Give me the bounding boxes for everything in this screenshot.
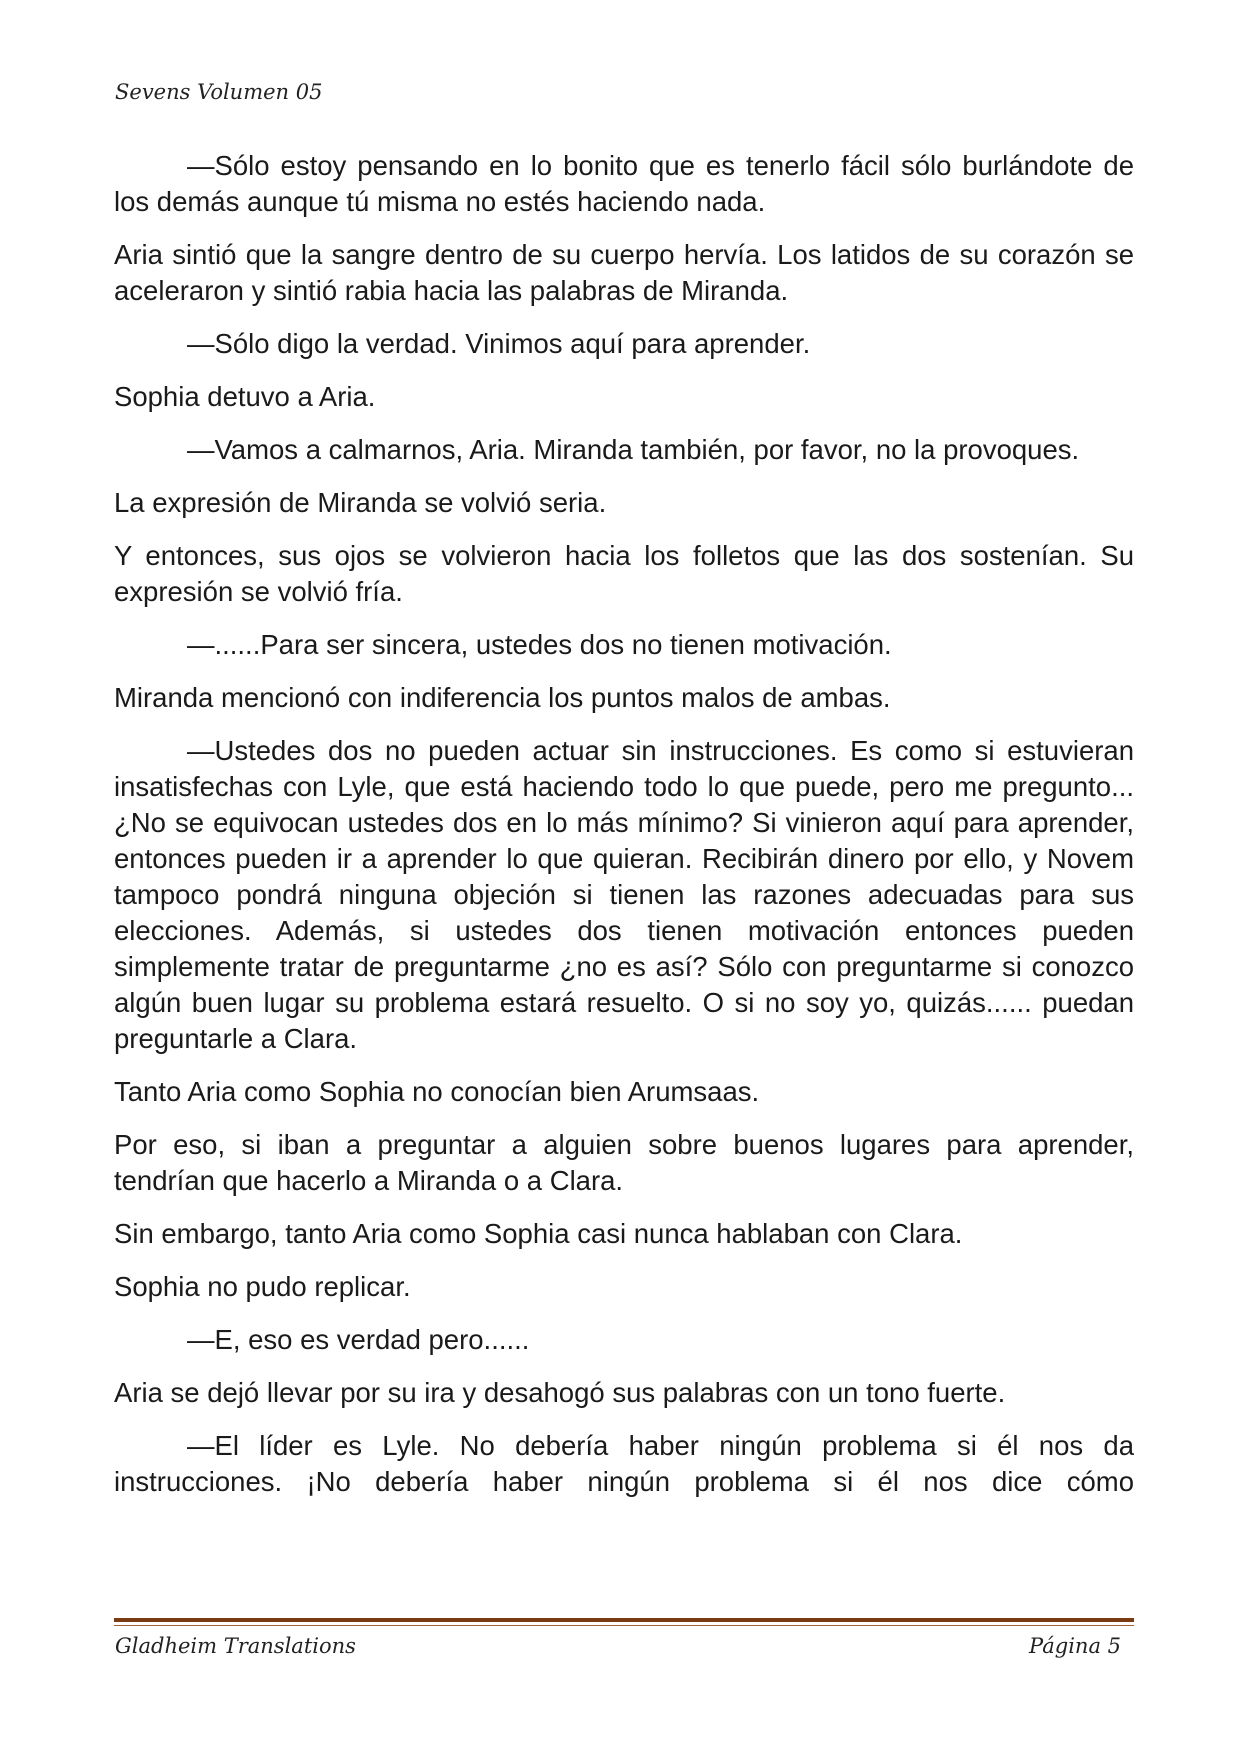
narration-paragraph: Sin embargo, tanto Aria como Sophia casi nunca hablaban con Clara. — [114, 1218, 963, 1249]
narration-paragraph: Sophia detuvo a Aria. — [114, 381, 376, 412]
narration-paragraph: Aria se dejó llevar por su ira y desahogó sus palabras con un tono fuerte. — [114, 1377, 1006, 1408]
footer-publisher: Gladheim Translations — [115, 1634, 356, 1658]
narration-paragraph: Por eso, si iban a preguntar a alguien sobre buenos lugares para aprender, tendrían que hacerlo a Miranda o a Clara. — [114, 1129, 1134, 1196]
narration-paragraph: Y entonces, sus ojos se volvieron hacia los folletos que las dos sostenían. Su expresión se volvió fría. — [114, 540, 1134, 607]
page-header-title: Sevens Volumen 05 — [115, 80, 323, 104]
dialogue-paragraph: —Vamos a calmarnos, Aria. Miranda también, por favor, no la provoques. — [187, 434, 1080, 465]
dialogue-paragraph: —Sólo digo la verdad. Vinimos aquí para aprender. — [187, 328, 811, 359]
footer-divider-thin — [114, 1625, 1134, 1626]
footer-page-number: Página 5 — [1029, 1634, 1121, 1658]
dialogue-paragraph: —......Para ser sincera, ustedes dos no tienen motivación. — [187, 629, 892, 660]
narration-paragraph: Tanto Aria como Sophia no conocían bien Arumsaas. — [114, 1076, 760, 1107]
narration-paragraph: La expresión de Miranda se volvió seria. — [114, 487, 607, 518]
body-text — [114, 148, 1134, 1517]
narration-paragraph: Aria sintió que la sangre dentro de su cuerpo hervía. Los latidos de su corazón se aceleraron y sintió rabia hacia las palabras de Miranda. — [114, 239, 1134, 306]
dialogue-paragraph: —El líder es Lyle. No debería haber ningún problema si él nos da instrucciones. ¡No debería haber ningún problema si él nos dice cómo — [114, 1430, 1134, 1497]
dialogue-paragraph: —E, eso es verdad pero...... — [187, 1324, 530, 1355]
footer-divider — [114, 1618, 1134, 1622]
dialogue-paragraph: —Sólo estoy pensando en lo bonito que es tenerlo fácil sólo burlándote de los demás aunque tú misma no estés haciendo nada. — [114, 150, 1134, 217]
narration-paragraph: Miranda mencionó con indiferencia los puntos malos de ambas. — [114, 682, 891, 713]
narration-paragraph: Sophia no pudo replicar. — [114, 1271, 411, 1302]
dialogue-paragraph: —Ustedes dos no pueden actuar sin instrucciones. Es como si estuvieran insatisfechas con Lyle, que está haciendo todo lo que puede, pero me pregunto... ¿No se equivocan ustedes dos en lo más mínimo? Si vinieron aquí para aprender, entonces pueden ir a aprender lo que quieran. Recibirán dinero por ello, y Novem tampoco pondrá ninguna objeción si tienen las razones adecuadas para sus elecciones. Además, si ustedes dos tienen motivación entonces pueden simplemente tratar de preguntarme ¿no es así? Sólo con preguntarme si conozco algún buen lugar su problema estará resuelto. O si no soy yo, quizás...... puedan preguntarle a Clara. — [114, 735, 1134, 1054]
